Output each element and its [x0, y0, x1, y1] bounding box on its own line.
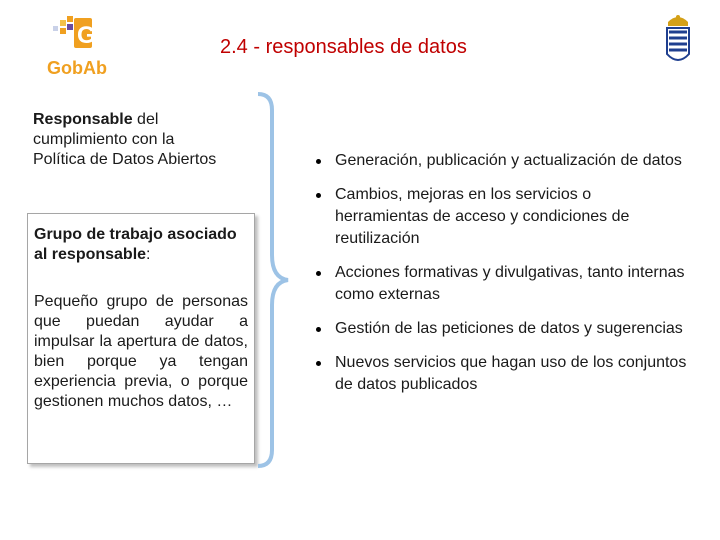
list-item-text: Nuevos servicios que hagan uso de los conjuntos de datos publicados — [335, 354, 687, 393]
list-item — [316, 184, 688, 250]
bullet-icon — [316, 361, 321, 366]
working-group-description: Pequeño grupo de personas que puedan ayudar a impulsar la apertura de datos, bien porque ya tengan experiencia previa, o porque gestionen muchos datos, … — [34, 293, 248, 410]
svg-text:GobAb: GobAb — [47, 58, 107, 78]
responsable-text — [33, 110, 223, 170]
working-group-title-colon: : — [146, 246, 151, 263]
list-item — [316, 318, 688, 340]
svg-text:G: G — [77, 22, 96, 49]
responsable-description: del cumplimiento con la Política de Datos Abiertos — [33, 111, 217, 168]
curly-bracket — [254, 90, 294, 470]
list-item-text: Acciones formativas y divulgativas, tanto internas como externas — [335, 264, 685, 303]
bullet-icon — [316, 193, 321, 198]
bullet-icon — [316, 271, 321, 276]
list-item — [316, 150, 688, 172]
bullet-icon — [316, 159, 321, 164]
responsibilities-list — [316, 150, 688, 408]
bullet-icon — [316, 327, 321, 332]
page-title: 2.4 - responsables de datos — [220, 36, 467, 58]
list-item — [316, 352, 688, 396]
working-group-title-text: Grupo de trabajo asociado al responsable — [34, 226, 237, 263]
list-item-text: Cambios, mejoras en los servicios o herramientas de acceso y condiciones de reutilización — [335, 186, 630, 247]
gobab-logo — [44, 14, 116, 78]
list-item-text: Gestión de las peticiones de datos y sugerencias — [335, 320, 683, 337]
working-group-title — [34, 225, 248, 265]
working-group-box — [27, 213, 255, 464]
list-item — [316, 262, 688, 306]
coat-of-arms-logo — [664, 12, 692, 68]
responsable-label: Responsable — [33, 111, 133, 128]
list-item-text: Generación, publicación y actualización de datos — [335, 152, 682, 169]
